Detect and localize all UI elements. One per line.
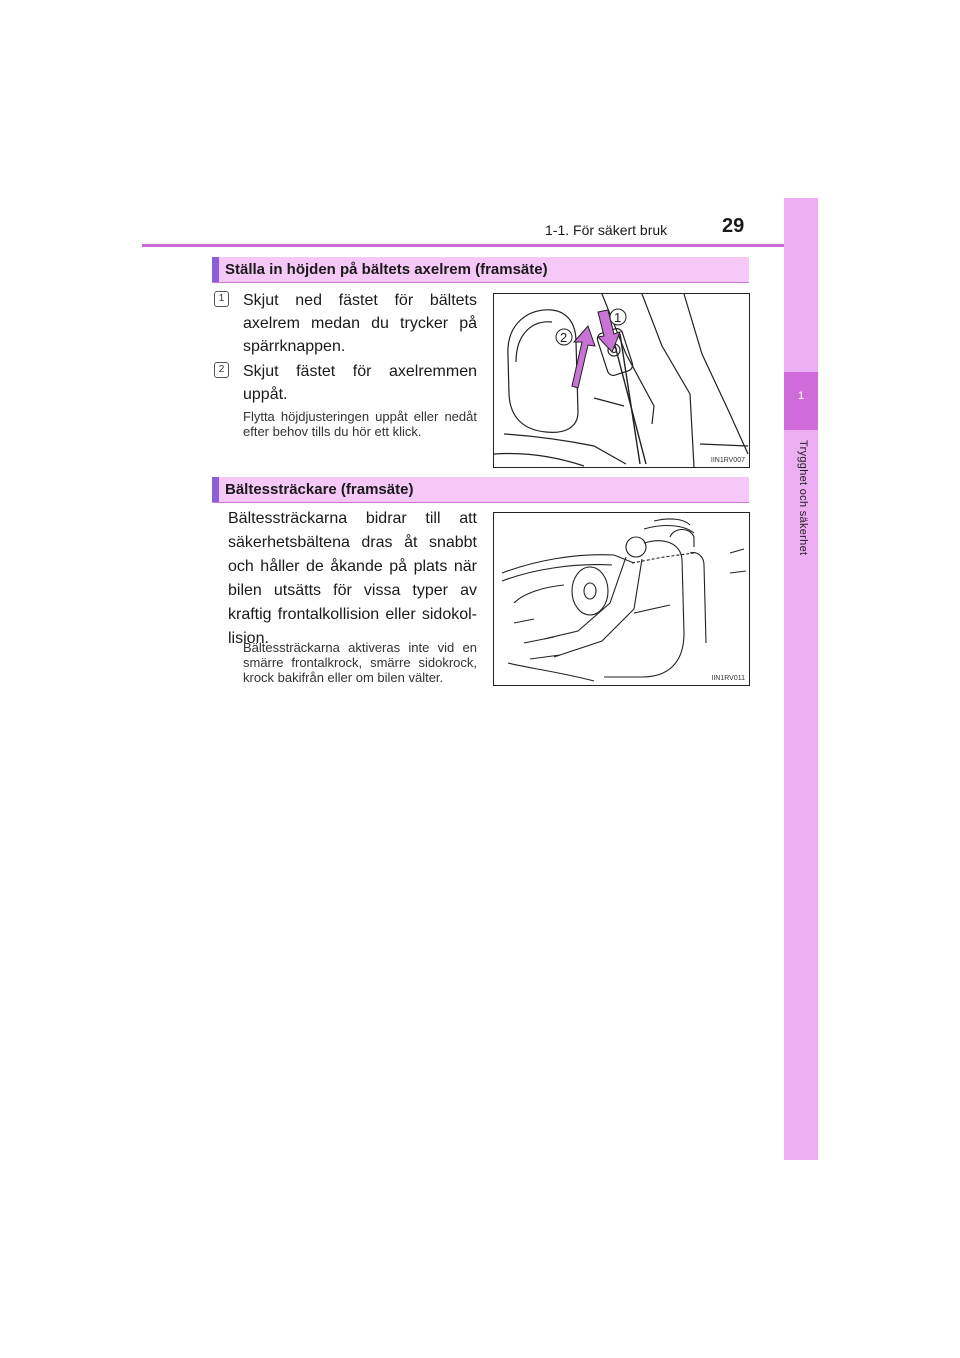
step-number-badge: 1 bbox=[214, 291, 229, 307]
figure-callout: 1 bbox=[614, 310, 622, 325]
section-title: Ställa in höjden på bältets axelrem (framsäte) bbox=[225, 261, 548, 278]
chapter-side-tab bbox=[784, 198, 818, 1160]
note-text: Bältessträckarna aktiveras inte vid en smärre frontalkrock, smärre sidokrock, krock bakifrån eller om bilen välter. bbox=[243, 640, 477, 685]
figure-code: IIN1RV007 bbox=[710, 457, 745, 464]
figure-pretensioner bbox=[493, 512, 750, 686]
chapter-label: Trygghet och säkerhet bbox=[797, 440, 809, 556]
figure-code: IIN1RV011 bbox=[711, 675, 745, 682]
section-title: Bältessträckare (framsäte) bbox=[225, 481, 414, 498]
body-text: Bältessträckarna bidrar till att säkerhetsbältena dras åt snabbt och håller de åkande på plats när bilen utsätts för vissa typer av kraftig frontalkollision eller sidokol-lision. bbox=[228, 510, 477, 647]
section-heading-pretensioners bbox=[212, 477, 749, 503]
section-heading-shoulder-belt bbox=[212, 257, 749, 283]
step-text: Skjut fästet för axelremmen uppåt. bbox=[243, 363, 477, 403]
running-header: 1-1. För säkert bruk bbox=[545, 222, 668, 238]
figure-callout: 2 bbox=[560, 330, 568, 345]
header-rule bbox=[142, 244, 817, 247]
figure-belt-height-adjuster bbox=[493, 293, 750, 468]
step-number-badge: 2 bbox=[214, 362, 229, 378]
section-accent bbox=[212, 257, 219, 282]
page-number: 29 bbox=[722, 215, 745, 237]
chapter-number: 1 bbox=[797, 390, 805, 402]
section-accent bbox=[212, 477, 219, 502]
pretensioner-illustration bbox=[494, 513, 749, 685]
step-text: Skjut ned fästet för bältets axelrem medan du trycker på spärrknappen. bbox=[243, 292, 477, 355]
belt-adjuster-illustration bbox=[494, 294, 749, 467]
note-text: Flytta höjdjusteringen uppåt eller nedåt efter behov tills du hör ett klick. bbox=[243, 409, 477, 439]
